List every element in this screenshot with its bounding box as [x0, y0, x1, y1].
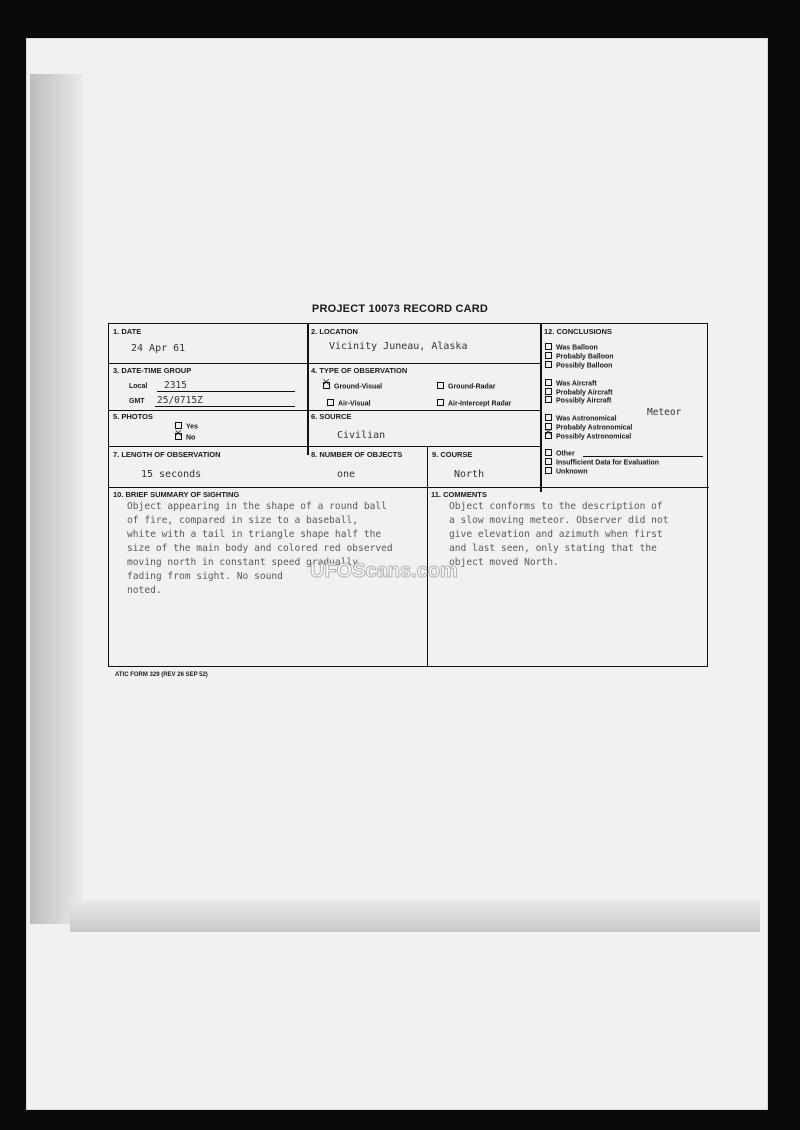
probably-astronomical-option: Probably Astronomical	[545, 424, 632, 431]
card-title: PROJECT 10073 RECORD CARD	[311, 303, 489, 315]
length-label: 7. LENGTH OF OBSERVATION	[113, 450, 221, 459]
summary-text: Object appearing in the shape of a round ball of fire, compared in size to a baseball, white with a tail in triangle shape half the size of the main body and colored red observed moving north in constant speed gradually fading from sight. No sound noted.	[127, 501, 393, 596]
ground-radar-checkbox	[437, 382, 444, 389]
possibly-astronomical-option: ×Possibly Astronomical	[545, 433, 631, 440]
gmt-value: 25/0715Z	[157, 395, 203, 406]
air-visual-option: Air-Visual	[327, 400, 371, 407]
photos-label: 5. PHOTOS	[113, 412, 153, 421]
dtg-label: 3. DATE-TIME GROUP	[113, 366, 192, 375]
source-value: Civilian	[337, 430, 386, 441]
possibly-aircraft-option: Possibly Aircraft	[545, 397, 611, 404]
was-balloon-option: Was Balloon	[545, 344, 598, 351]
source-label: 6. SOURCE	[311, 412, 352, 421]
date-value: 24 Apr 61	[131, 343, 186, 354]
course-value: North	[454, 469, 485, 480]
photos-no-option: ×No	[175, 434, 195, 441]
course-label: 9. COURSE	[432, 450, 473, 459]
air-intercept-checkbox	[437, 399, 444, 406]
photos-yes-option: Yes	[175, 423, 198, 430]
probably-balloon-option: Probably Balloon	[545, 353, 614, 360]
comments-text: Object conforms to the description of a slow moving meteor. Observer did not give elevation and azimuth when first and last seen, only stating that the object moved North.	[449, 501, 669, 568]
astronomical-note: Meteor	[647, 407, 682, 418]
conclusions-label: 12. CONCLUSIONS	[544, 327, 612, 336]
comments-label: 11. COMMENTS	[431, 490, 487, 499]
form-footer: ATIC FORM 329 (REV 26 SEP 52)	[115, 672, 208, 678]
insufficient-option: Insufficient Data for Evaluation	[545, 459, 659, 466]
watermark: UFOScans.com	[310, 560, 458, 582]
photos-no-checkbox	[175, 433, 182, 440]
was-astronomical-option: Was Astronomical	[545, 415, 617, 422]
was-aircraft-option: Was Aircraft	[545, 380, 597, 387]
page-edge-shadow	[30, 74, 82, 924]
ground-visual-option: ×Ground-Visual	[323, 383, 382, 390]
location-value: Vicinity Juneau, Alaska	[329, 341, 468, 352]
location-label: 2. LOCATION	[311, 327, 358, 336]
local-label: Local	[129, 383, 148, 390]
local-value: 2315	[164, 380, 187, 391]
gmt-label: GMT	[129, 398, 145, 405]
other-option: Other	[545, 450, 575, 457]
air-intercept-option: Air-Intercept Radar	[437, 400, 511, 407]
page-bottom-shadow	[70, 900, 760, 932]
objects-label: 8. NUMBER OF OBJECTS	[311, 450, 403, 459]
possibly-balloon-option: Possibly Balloon	[545, 362, 612, 369]
type-label: 4. TYPE OF OBSERVATION	[311, 366, 408, 375]
record-card	[108, 323, 708, 667]
ground-radar-option: Ground-Radar	[437, 383, 495, 390]
length-value: 15 seconds	[141, 469, 202, 480]
probably-aircraft-option: Probably Aircraft	[545, 389, 613, 396]
unknown-option: Unknown	[545, 468, 588, 475]
date-label: 1. DATE	[113, 327, 142, 336]
objects-value: one	[337, 469, 356, 480]
ground-visual-checkbox	[323, 382, 330, 389]
summary-label: 10. BRIEF SUMMARY OF SIGHTING	[113, 490, 240, 499]
air-visual-checkbox	[327, 399, 334, 406]
